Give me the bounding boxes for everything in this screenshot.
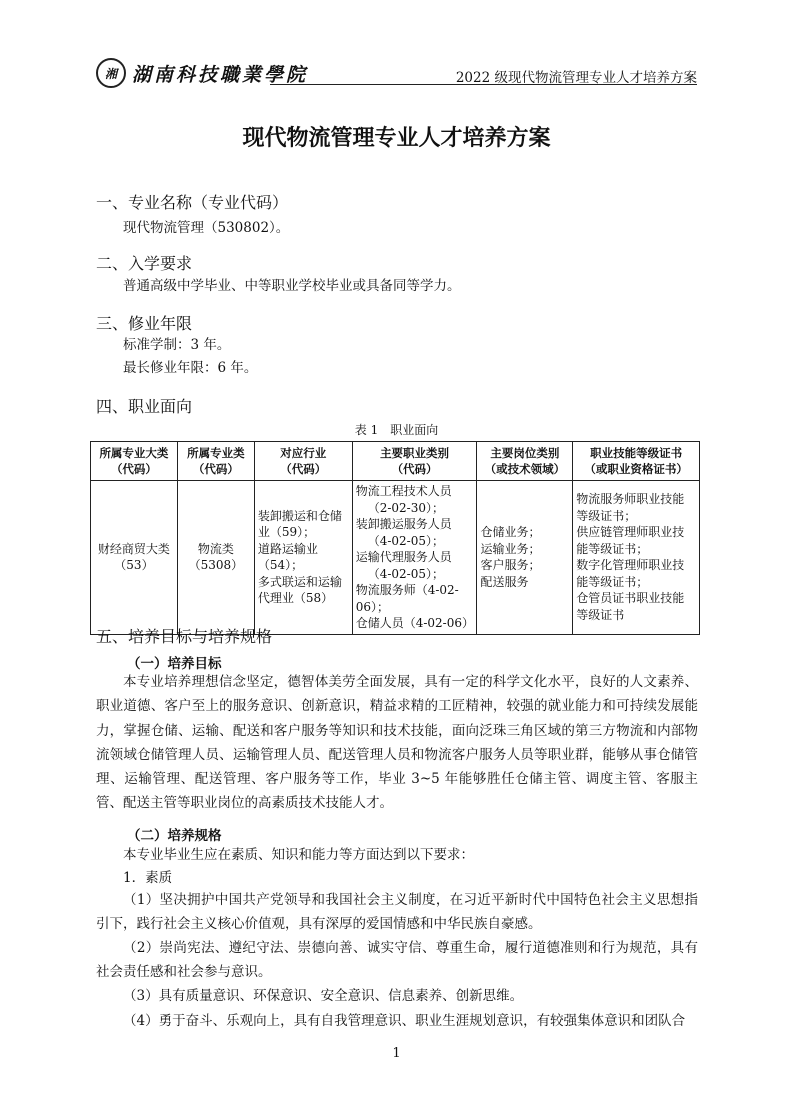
goal-paragraph: 本专业培养理想信念坚定，德智体美劳全面发展，具有一定的科学文化水平，良好的人文素养、职业道德、客户至上的服务意识、创新意识，精益求精的工匠精神，较强的就业能力和可持续发展能力，掌握仓储、运输、配送和客户服务等知识和技术技能，面向泛珠三角区域的第三方物流和内部物流领域仓储管理人员、运输管理人员、配送管理人员和物流客户服务人员等职业群，能够从事仓储管理、运输管理、配送管理、客户服务等工作，毕业 3~5 年能够胜任仓储主管、调度主管、客服主管、配送主管等职业岗位的高素质技术技能人才。 [96,674,698,812]
header-rule [270,84,697,85]
subheading-goal: （一）培养目标 [127,656,222,672]
table-row [91,481,700,635]
quality-label: 1．素质 [123,870,173,886]
section-body-2: 普通高级中学毕业、中等职业学校毕业或具备同等学力。 [123,278,461,294]
quality-item-2: （2）崇尚宪法、遵纪守法、崇德向善、诚实守信、尊重生命，履行道德准则和行为规范，具有社会责任感和社会参与意识。 [96,940,698,981]
table-cell-industry: 装卸搬运和仓储 业（59）； 道路运输业（54）； 多式联运和运输 代理业（58） [254,481,352,635]
section-body-3b: 最长修业年限：6 年。 [123,360,258,376]
table-header-cell: 主要岗位类别 （或技术领域） [477,442,573,481]
school-logo-icon: 湘 [96,58,126,88]
section-heading-3: 三、修业年限 [96,314,193,333]
section-body-1: 现代物流管理（530802）。 [123,220,290,236]
section-heading-5: 五、培养目标与培养规格 [96,627,273,646]
table-header-row [91,442,700,481]
quality-item-3: （3）具有质量意识、环保意识、安全意识、信息素养、创新思维。 [123,988,524,1004]
table-cell-major-category: 财经商贸大类 （53） [91,481,178,635]
running-header-title: 2022 级现代物流管理专业人才培养方案 [455,70,697,86]
spec-intro: 本专业毕业生应在素质、知识和能力等方面达到以下要求： [123,847,474,863]
school-name: 湖南科技職業學院 [132,64,309,86]
section-heading-4: 四、职业面向 [96,397,193,416]
quality-item-4: （4）勇于奋斗、乐观向上，具有自我管理意识、职业生涯规划意识，有较强集体意识和团队合 [123,1013,686,1029]
section-body-3a: 标准学制：3 年。 [123,337,231,353]
subheading-spec: （二）培养规格 [127,828,222,844]
table-cell-positions: 仓储业务； 运输业务； 客户服务； 配送服务 [477,481,573,635]
table-header-cell: 主要职业类别 （代码） [352,442,477,481]
table-cell-major-class: 物流类 （5308） [177,481,254,635]
table-header-cell: 对应行业 （代码） [254,442,352,481]
table-header-cell: 所属专业类 （代码） [177,442,254,481]
table-header-cell: 所属专业大类 （代码） [91,442,178,481]
page-number: 1 [392,1046,401,1061]
table-caption: 表 1 职业面向 [354,423,439,437]
quality-item-1: （1）坚决拥护中国共产党领导和我国社会主义制度，在习近平新时代中国特色社会主义思想指引下，践行社会主义核心价值观，具有深厚的爱国情感和中华民族自豪感。 [96,892,698,933]
occupation-table [90,441,700,635]
table-cell-certificates: 物流服务师职业技能 等级证书； 供应链管理师职业技 能等级证书； 数字化管理师职业技 能等级证书； 仓管员证书职业技能 等级证书 [573,481,700,635]
page-title: 现代物流管理专业人才培养方案 [242,126,551,151]
section-heading-2: 二、入学要求 [96,254,193,273]
table-header-cell: 职业技能等级证书 （或职业资格证书） [573,442,700,481]
table-cell-occupations: 物流工程技术人员 （2-02-30）； 装卸搬运服务人员 （4-02-05）； 运输代理服务人员 （4-02-05）； 物流服务师（4-02-06）； 仓储人员（4-02-06） [352,481,477,635]
section-heading-1: 一、专业名称（专业代码） [96,193,289,212]
